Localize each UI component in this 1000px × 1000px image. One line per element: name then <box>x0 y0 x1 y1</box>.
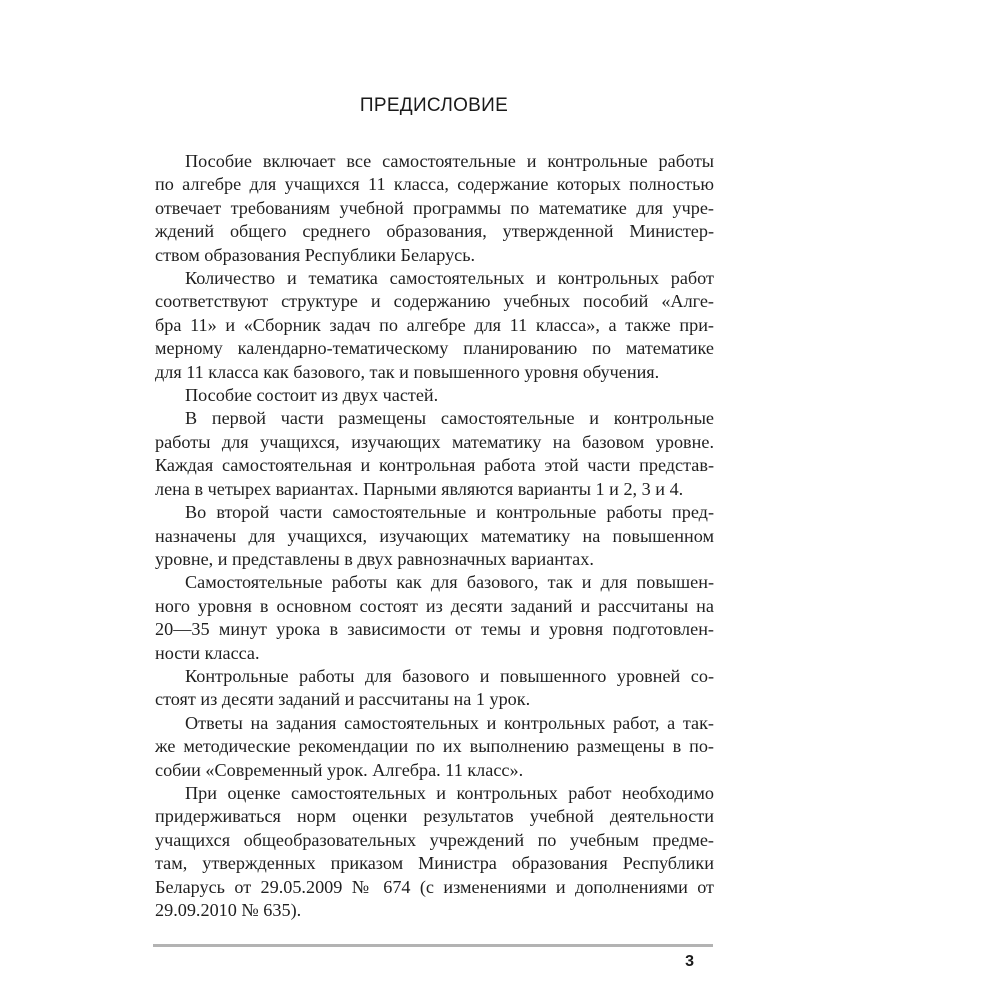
paragraph <box>155 571 714 665</box>
text-line: бра 11» и «Сборник задач по алгебре для 11 класса», а также при- <box>155 314 714 335</box>
text-line: Пособие состоит из двух частей. <box>185 385 439 406</box>
footer-divider <box>153 944 713 947</box>
text-line: собии «Современный урок. Алгебра. 11 класс». <box>155 759 524 780</box>
text-line: там, утвержденных приказом Министра образования Республики <box>155 853 714 874</box>
text-line: мерному календарно-тематическому планированию по математике <box>155 338 714 359</box>
text-line: для 11 класса как базового, так и повышенного уровня обучения. <box>155 361 660 382</box>
paragraph <box>155 501 714 571</box>
text-line: соответствуют структуре и содержанию учебных пособий «Алге- <box>155 291 714 312</box>
text-line: Беларусь от 29.05.2009 № 674 (с изменениями и дополнениями от <box>155 876 714 897</box>
text-line: В первой части размещены самостоятельные и контрольные <box>185 408 714 429</box>
text-line: отвечает требованиям учебной программы по математике для учре- <box>155 197 714 218</box>
text-line: лена в четырех вариантах. Парными являются варианты 1 и 2, 3 и 4. <box>155 478 684 499</box>
text-line: Ответы на задания самостоятельных и контрольных работ, а так- <box>185 712 714 733</box>
paragraph <box>155 407 714 501</box>
paragraph <box>155 150 714 267</box>
paragraph <box>155 665 714 712</box>
text-line: стоят из десяти заданий и рассчитаны на 1 урок. <box>155 689 531 710</box>
text-line: Самостоятельные работы как для базового, так и для повышен- <box>185 572 714 593</box>
page-title: ПРЕДИСЛОВИЕ <box>359 95 509 116</box>
text-line: 20—35 минут урока в зависимости от темы и уровня подготовлен- <box>155 619 714 640</box>
text-line: ждений общего среднего образования, утвержденной Министер- <box>155 221 714 242</box>
text-line: ного уровня в основном состоят из десяти заданий и рассчитаны на <box>155 595 714 616</box>
text-line: 29.09.2010 № 635). <box>155 900 302 920</box>
text-line: уровне, и представлены в двух равнозначных вариантах. <box>155 548 594 569</box>
text-line: Контрольные работы для базового и повышенного уровней со- <box>185 665 714 686</box>
page-number: 3 <box>685 953 694 970</box>
paragraph <box>155 384 714 407</box>
paragraph <box>155 267 714 384</box>
paragraph <box>155 712 714 782</box>
text-line: Количество и тематика самостоятельных и контрольных работ <box>185 268 714 289</box>
text-line: Пособие включает все самостоятельные и контрольные работы <box>185 151 714 171</box>
text-line: по алгебре для учащихся 11 класса, содержание которых полностью <box>155 174 714 195</box>
text-line: ности класса. <box>155 642 260 663</box>
text-line: же методические рекомендации по их выполнению размещены в по- <box>155 736 714 757</box>
text-line: назначены для учащихся, изучающих математику на повышенном <box>155 525 714 546</box>
paragraph <box>155 782 714 922</box>
text-line: ством образования Республики Беларусь. <box>155 244 476 265</box>
text-line: Во второй части самостоятельные и контрольные работы пред- <box>185 502 714 523</box>
text-line: Каждая самостоятельная и контрольная работа этой части представ- <box>155 455 714 476</box>
text-line: придерживаться норм оценки результатов учебной деятельности <box>155 806 714 827</box>
text-line: При оценке самостоятельных и контрольных работ необходимо <box>185 782 714 803</box>
text-line: работы для учащихся, изучающих математику на базовом уровне. <box>155 431 714 452</box>
text-line: учащихся общеобразовательных учреждений по учебным предме- <box>155 829 714 850</box>
preface-body <box>155 150 714 922</box>
